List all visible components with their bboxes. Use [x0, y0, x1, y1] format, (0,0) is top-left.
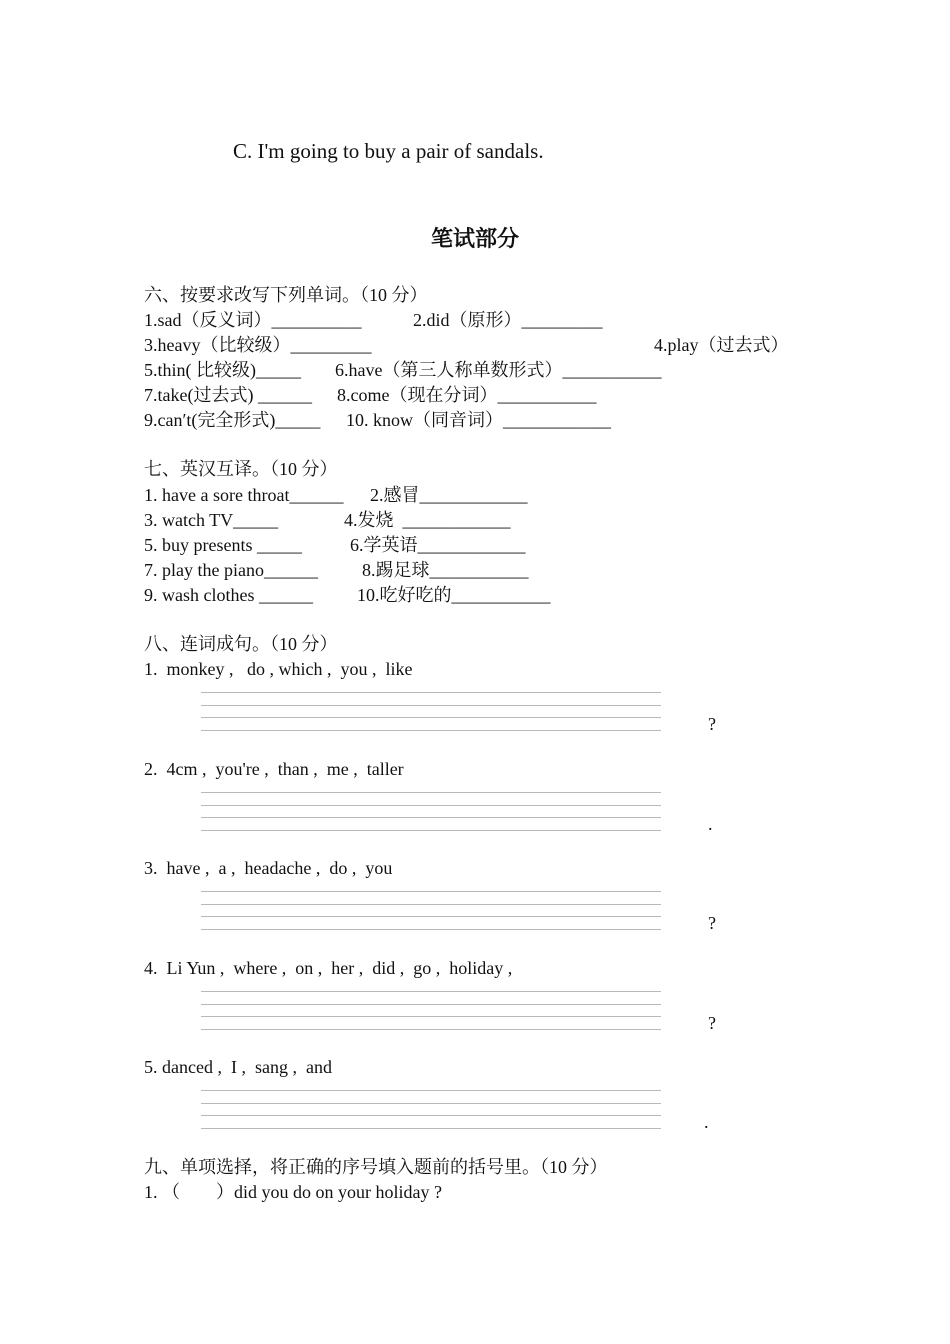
section8-words-4: 4. Li Yun , where , on , her , did , go , holiday ,: [144, 958, 513, 978]
writing-lines-1: [201, 692, 661, 742]
section8-end-4: ?: [708, 1013, 716, 1033]
section8-words-3: 3. have , a , headache , do , you: [144, 858, 393, 878]
section6-item-7: 7.take(过去式) ______: [144, 385, 312, 405]
section7-item-2: 2.感冒____________: [370, 485, 528, 505]
section7-item-1: 1. have a sore throat______: [144, 485, 344, 505]
section9-question-1: 1. （ ）did you do on your holiday ?: [144, 1182, 442, 1202]
section8-words-5: 5. danced , I , sang , and: [144, 1057, 332, 1077]
section8-end-5: .: [704, 1112, 709, 1132]
writing-lines-3: [201, 891, 661, 941]
section6-item-4: 4.play（过去式）: [654, 335, 789, 355]
section6-item-9: 9.can′t(完全形式)_____: [144, 410, 321, 430]
choice-option-c: C. I'm going to buy a pair of sandals.: [233, 139, 544, 163]
section7-item-3: 3. watch TV_____: [144, 510, 279, 530]
section7-item-4: 4.发烧 ____________: [344, 510, 511, 530]
section7-item-9: 9. wash clothes ______: [144, 585, 313, 605]
section7-item-10: 10.吃好吃的___________: [357, 585, 551, 605]
section7-item-5: 5. buy presents _____: [144, 535, 302, 555]
section8-heading: 八、连词成句。（10 分）: [144, 634, 338, 654]
writing-lines-4: [201, 991, 661, 1041]
section6-item-1: 1.sad（反义词）__________: [144, 310, 362, 330]
section8-words-2: 2. 4cm , you're , than , me , taller: [144, 759, 404, 779]
section7-item-7: 7. play the piano______: [144, 560, 318, 580]
section6-item-6: 6.have（第三人称单数形式）___________: [335, 360, 662, 380]
writing-lines-5: [201, 1090, 661, 1140]
section6-item-3: 3.heavy（比较级）_________: [144, 335, 372, 355]
section9-heading: 九、单项选择，将正确的序号填入题前的括号里。（10 分）: [144, 1157, 608, 1177]
section8-end-1: ?: [708, 714, 716, 734]
section7-item-6: 6.学英语____________: [350, 535, 526, 555]
section8-words-1: 1. monkey , do , which , you , like: [144, 659, 413, 679]
section6-item-2: 2.did（原形）_________: [413, 310, 603, 330]
section8-end-2: .: [708, 814, 713, 834]
section7-heading: 七、英汉互译。（10 分）: [144, 459, 338, 479]
section7-item-8: 8.踢足球___________: [362, 560, 529, 580]
section6-heading: 六、按要求改写下列单词。（10 分）: [144, 285, 428, 305]
part-title: 笔试部分: [430, 227, 519, 252]
section6-item-10: 10. know（同音词）____________: [346, 410, 611, 430]
section6-item-8: 8.come（现在分词）___________: [337, 385, 597, 405]
section8-end-3: ?: [708, 913, 716, 933]
writing-lines-2: [201, 792, 661, 842]
section6-item-5: 5.thin( 比较级)_____: [144, 360, 301, 380]
